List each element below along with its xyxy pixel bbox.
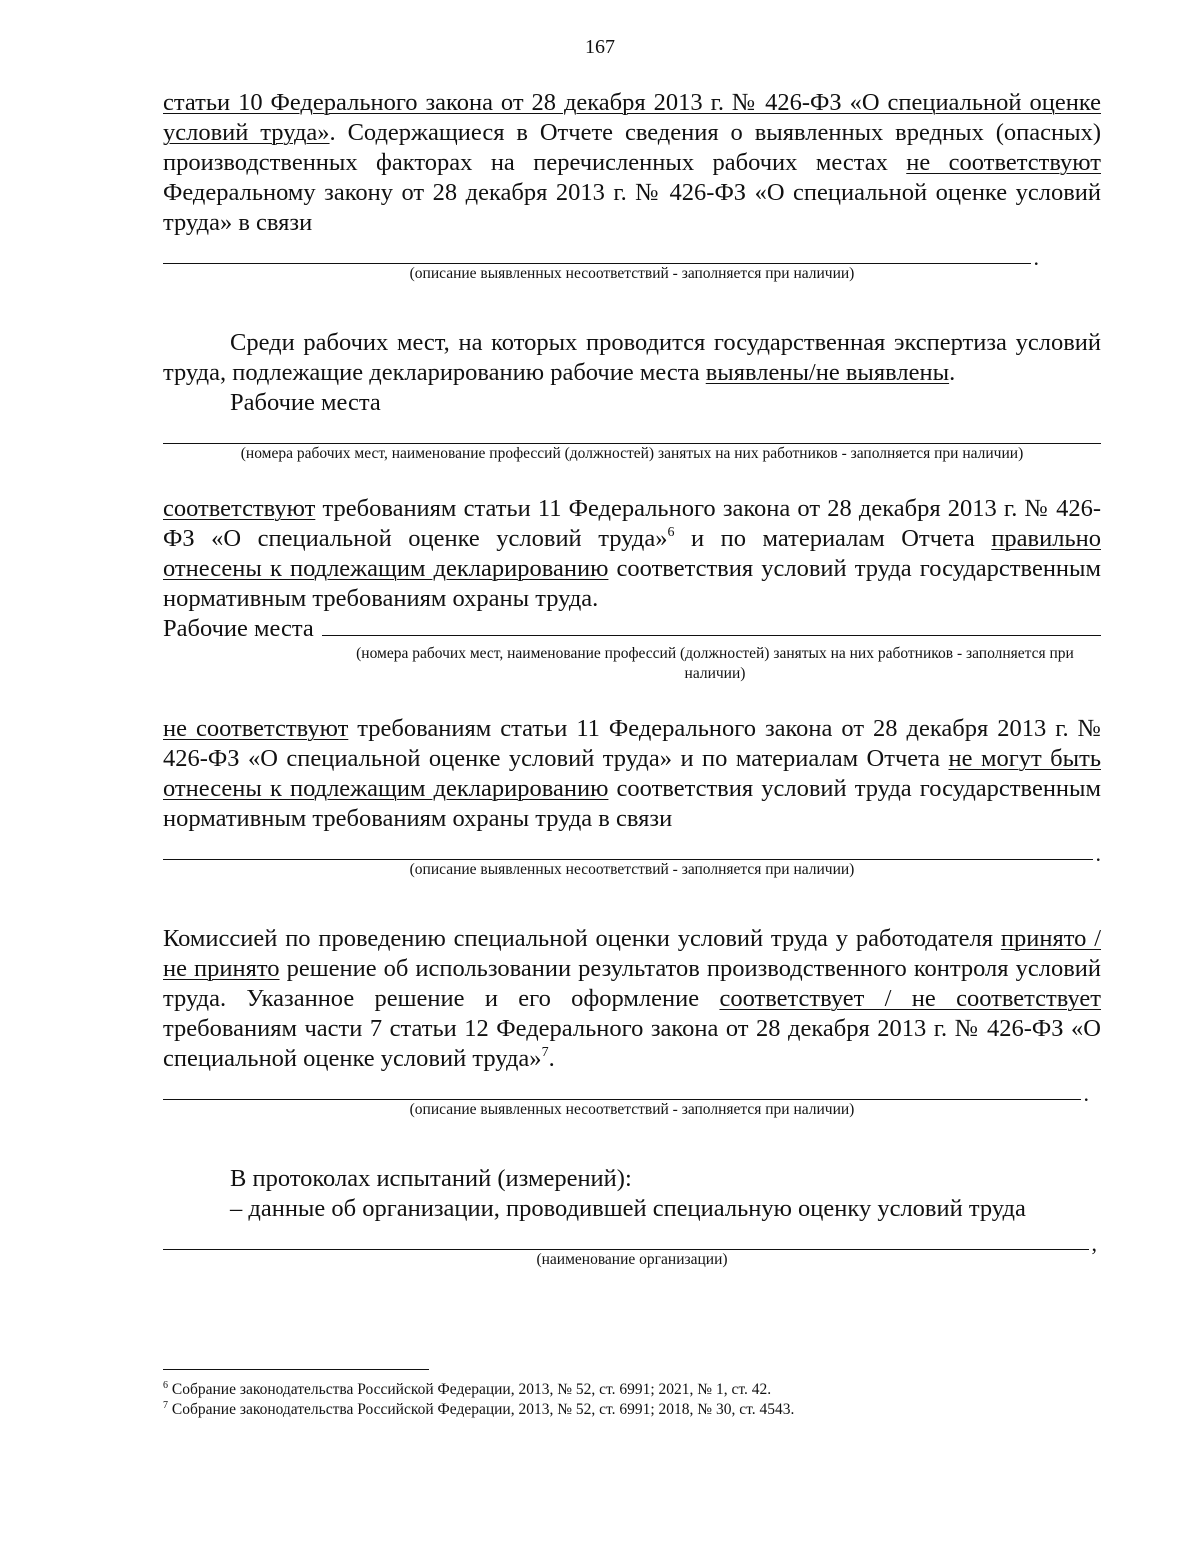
underlined-text: соответствует / не соответствует <box>719 985 1101 1012</box>
paragraph-not-declarable: не соответствуют требованиям статьи 11 Федерального закона от 28 декабря 2013 г. № 426-ФЗ «О специальной оценке условий труда» и по материалам Отчета не могут быть отнесены к подлежащим декларированию соответствия условий труда государственным нормативным требованиям охраны труда в связи <box>163 715 1102 832</box>
fill-line: , <box>163 1224 1097 1250</box>
footnote-ref: 6 <box>667 525 675 540</box>
footnote-ref: 7 <box>541 1045 549 1060</box>
paragraph-organization-data: – данные об организации, проводившей специальную оценку условий труда <box>230 1195 1026 1222</box>
paragraph-production-control: Комиссией по проведению специальной оценки условий труда у работодателя принято /не принято решение об использовании результатов производственного контроля условий труда. Указанное решение и его оформление соответствует / не соответствует требованиям части 7 статьи 12 Федерального закона от 28 декабря 2013 г. № 426-ФЗ «О специальной оценке условий труда»$^7$. <box>163 925 1101 1072</box>
page-number: 167 <box>585 36 615 58</box>
underlined-text: не соответствуют <box>163 715 349 742</box>
caption-organization-name: (наименование организации) <box>536 1251 728 1268</box>
underlined-text: выявлены/не выявлены <box>705 359 950 386</box>
footnote-separator <box>163 1369 429 1370</box>
fill-line: . <box>163 1074 1089 1100</box>
underlined-text: правильно отнесены к подлежащим декларированию <box>163 525 1101 582</box>
paragraph-correctly-declared: соответствуют требованиям статьи 11 Федерального закона от 28 декабря 2013 г. № 426-ФЗ «О специальной оценке условий труда»$^6$ и по материалам Отчета правильно отнесены к подлежащим декларированию соответствия условий труда государственным нормативным требованиям охраны труда. <box>163 495 1102 612</box>
caption-workplaces: (номера рабочих мест, наименование профессий (должностей) занятых на них работников - заполняется при наличии) <box>356 645 1074 682</box>
fill-line: . <box>163 238 1039 264</box>
paragraph-test-protocols: В протоколах испытаний (измерений): <box>230 1165 632 1192</box>
fill-line: . <box>163 834 1101 860</box>
paragraph-sout-article10: статьи 10 Федерального закона от 28 декабря 2013 г. № 426-ФЗ «О специальной оценке условий труда». Содержащиеся в Отчете сведения о выявленных вредных (опасных) производственных факторах на перечисленных рабочих местах не соответствуют Федеральному закону от 28 декабря 2013 г. № 426-ФЗ «О специальной оценке условий труда» в связи <box>163 89 1102 236</box>
caption-discrepancies: (описание выявленных несоответствий - заполняется при наличии) <box>409 1101 855 1118</box>
underlined-text: не соответствуют <box>906 149 1101 176</box>
workplaces-fill-row <box>163 614 1101 644</box>
paragraph-declaration-workplaces: Среди рабочих мест, на которых проводится государственная экспертиза условий труда, подлежащие декларированию рабочие места выявлены/не выявлены. <box>163 329 1101 386</box>
underlined-text: статьи 10 Федерального закона от 28 декабря 2013 г. № 426-ФЗ «О специальной оценке условий труда» <box>163 89 1101 146</box>
label-workplaces: Рабочие места <box>163 615 314 642</box>
document-body <box>163 88 1101 1270</box>
footnotes <box>163 1380 1103 1420</box>
fill-line <box>163 418 1101 444</box>
caption-workplaces: (номера рабочих мест, наименование профессий (должностей) занятых на них работников - заполняется при наличии) <box>240 445 1024 462</box>
caption-discrepancies: (описание выявленных несоответствий - заполняется при наличии) <box>409 861 855 878</box>
footnote-item: $^6$ Собрание законодательства Российской Федерации, 2013, № 52, ст. 6991; 2021, № 1, ст. 42. <box>163 1380 772 1398</box>
fill-line <box>322 615 1101 636</box>
underlined-text: соответствуют <box>163 495 316 522</box>
underlined-text: принято /не принято <box>163 925 1101 982</box>
caption-discrepancies: (описание выявленных несоответствий - заполняется при наличии) <box>409 265 855 282</box>
footnote-item: $^7$ Собрание законодательства Российской Федерации, 2013, № 52, ст. 6991; 2018, № 30, ст. 4543. <box>163 1400 795 1418</box>
label-workplaces: Рабочие места <box>230 389 381 416</box>
underlined-text: не могут быть отнесены к подлежащим декларированию <box>163 745 1101 802</box>
